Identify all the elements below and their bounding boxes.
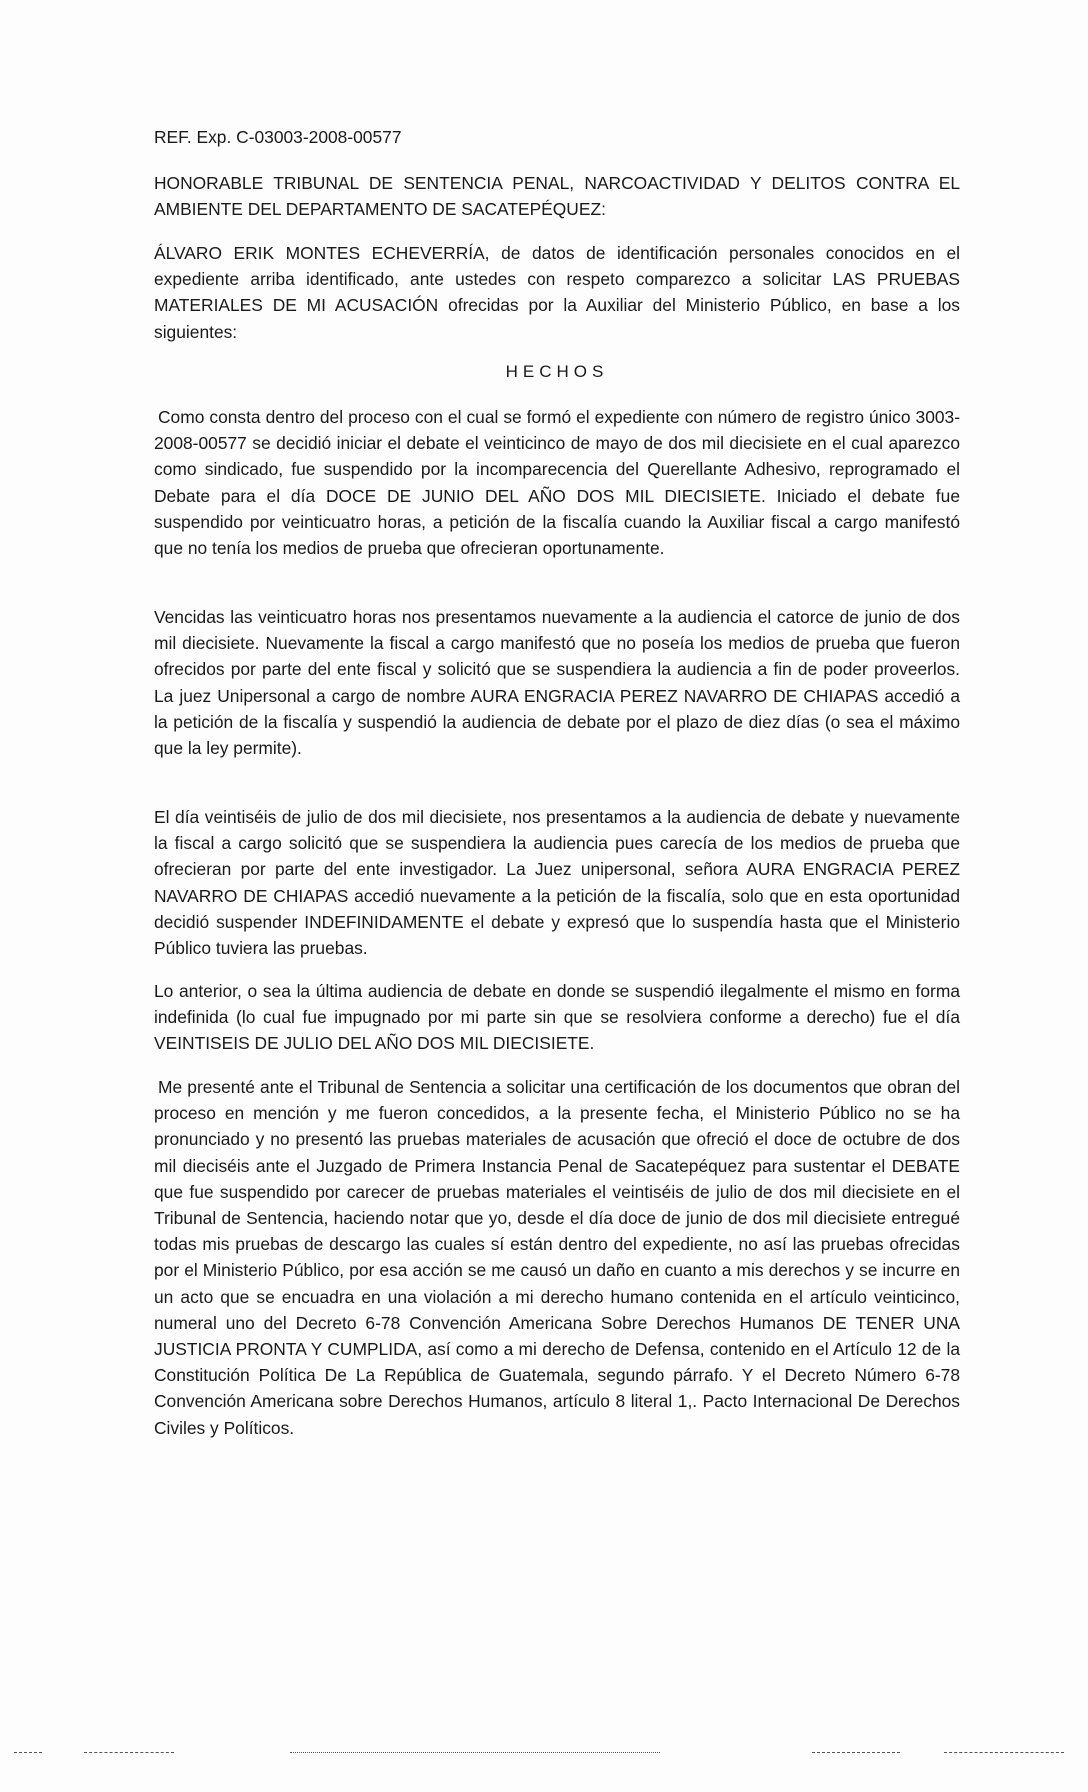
paragraph-text: Como consta dentro del proceso con el cual se formó el expediente con número de registro único 3003-2008-00577 se decidió iniciar el debate el veinticinco de mayo de dos mil diecisiete en el cual aparezco como sindicado, fue suspendido por la incomparecencia del Querellante Adhesivo, reprogramado el Debate para el día DOCE DE JUNIO DEL AÑO DOS MIL DIECISIETE. Iniciado el debate fue suspendido por veinticuatro horas, a petición de la fiscalía cuando la Auxiliar fiscal a cargo manifestó que no tenía los medios de prueba que ofrecieran oportunamente. (154, 407, 960, 559)
introduction-text: ÁLVARO ERIK MONTES ECHEVERRÍA, de datos de identificación personales conocidos en el expediente arriba identificado, ante ustedes con respeto comparezco a solicitar LAS PRUEBAS MATERIALES DE MI ACUSACIÓN ofrecidas por la Auxiliar del Ministerio Público, en base a los siguientes: (154, 243, 960, 342)
addressee-block (154, 170, 960, 222)
addressee-text: HONORABLE TRIBUNAL DE SENTENCIA PENAL, NARCOACTIVIDAD Y DELITOS CONTRA EL AMBIENTE DEL DEPARTAMENTO DE SACATEPÉQUEZ: (154, 173, 960, 220)
footer-scan-mark (84, 1752, 174, 1753)
section-heading: HECHOS (505, 362, 609, 381)
paragraph-4 (154, 978, 960, 1057)
paragraph-text: Vencidas las veinticuatro horas nos presentamos nuevamente a la audiencia el catorce de junio de dos mil diecisiete. Nuevamente la fiscal a cargo manifestó que no poseía los medios de prueba que fueron ofrecidos por parte del ente fiscal y solicitó que se suspendiera la audiencia a fin de poder proveerlos. La juez Unipersonal a cargo de nombre AURA ENGRACIA PEREZ NAVARRO DE CHIAPAS accedió a la petición de la fiscalía y suspendió la audiencia de debate por el plazo de diez días (o sea el máximo que la ley permite). (154, 607, 960, 759)
paragraph-text: El día veintiséis de julio de dos mil diecisiete, nos presentamos a la audiencia de debate y nuevamente la fiscal a cargo solicitó que se suspendiera la audiencia pues carecía de los medios de prueba que ofrecieran por parte del ente investigador. La Juez unipersonal, señora AURA ENGRACIA PEREZ NAVARRO DE CHIAPAS accedió nuevamente a la petición de la fiscalía, solo que en esta oportunidad decidió suspender INDEFINIDAMENTE el debate y expresó que lo suspendía hasta que el Ministerio Público tuviera las pruebas. (154, 807, 960, 959)
reference-text: REF. Exp. C-03003-2008-00577 (154, 127, 402, 147)
footer-scan-mark (290, 1752, 660, 1753)
paragraph-1 (154, 404, 960, 561)
paragraph-2 (154, 604, 960, 761)
paragraph-5 (154, 1074, 960, 1441)
reference-line (154, 124, 960, 150)
footer-scan-mark (944, 1752, 1064, 1753)
paragraph-text: Lo anterior, o sea la última audiencia de debate en donde se suspendió ilegalmente el mismo en forma indefinida (lo cual fue impugnado por mi parte sin que se resolviera conforme a derecho) fue el día VEINTISEIS DE JULIO DEL AÑO DOS MIL DIECISIETE. (154, 981, 960, 1054)
paragraph-text: Me presenté ante el Tribunal de Sentencia a solicitar una certificación de los documentos que obran del proceso en mención y me fueron concedidos, a la presente fecha, el Ministerio Público no se ha pronunciado y no presentó las pruebas materiales de acusación que ofreció el doce de octubre de dos mil dieciséis ante el Juzgado de Primera Instancia Penal de Sacatepéquez para sustentar el DEBATE que fue suspendido por carecer de pruebas materiales el veintiséis de julio de dos mil diecisiete en el Tribunal de Sentencia, haciendo notar que yo, desde el día doce de junio de dos mil diecisiete entregué todas mis pruebas de descargo las cuales sí están dentro del expediente, no así las pruebas ofrecidas por el Ministerio Público, por esa acción se me causó un daño en cuanto a mis derechos y se incurre en un acto que se encuadra en una violación a mi derecho humano contenida en el artículo veinticinco, numeral uno del Decreto 6-78 Convención Americana Sobre Derechos Humanos DE TENER UNA JUSTICIA PRONTA Y CUMPLIDA, así como a mi derecho de Defensa, contenido en el Artículo 12 de la Constitución Política De La República de Guatemala, segundo párrafo. Y el Decreto Número 6-78 Convención Americana sobre Derechos Humanos, artículo 8 literal 1,. Pacto Internacional De Derechos Civiles y Políticos. (154, 1077, 960, 1438)
footer-scan-mark (14, 1752, 42, 1753)
footer-scan-mark (812, 1752, 900, 1753)
paragraph-3 (154, 804, 960, 961)
introduction-block (154, 240, 960, 345)
